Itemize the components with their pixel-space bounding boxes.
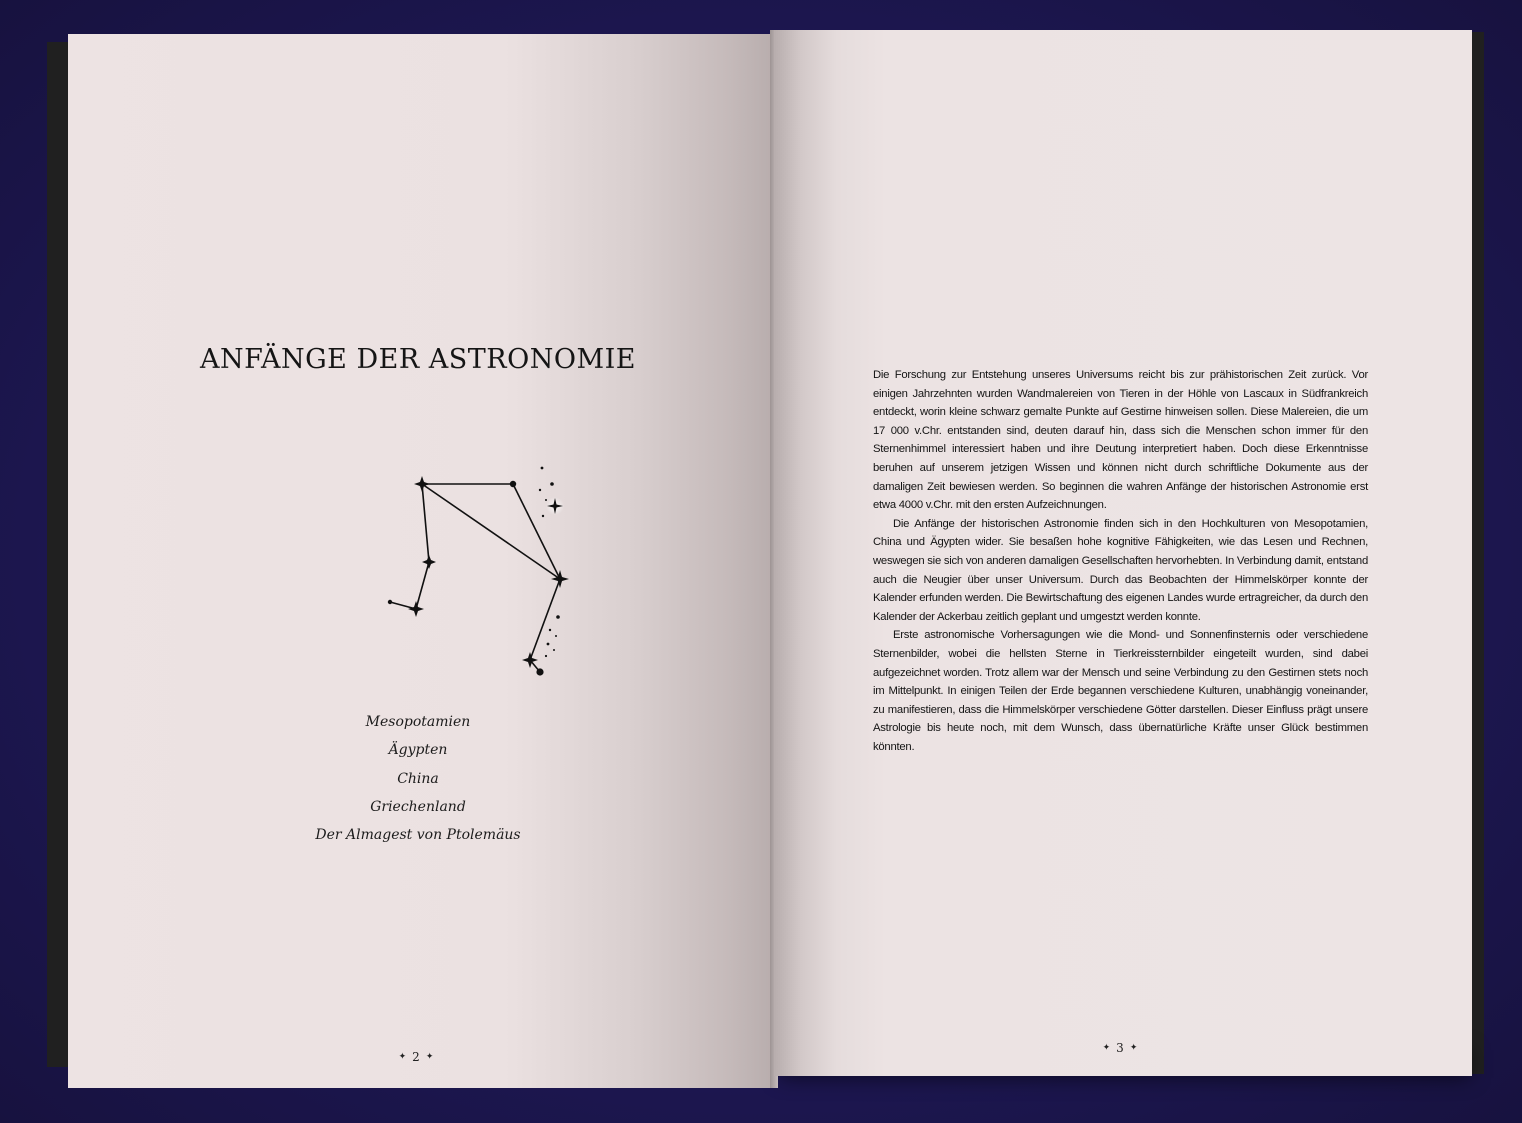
topic-item: Griechenland <box>370 798 466 815</box>
paragraph: Die Forschung zur Entstehung unseres Universums reicht bis zur prähistorischen Zeit zurück. Vor einigen Jahrzehnten wurden Wandmalereien von Tieren in der Höhle von Lascaux in Südfrankreich entdeckt, worin kleine schwarz gemalte Punkte auf Gestirne hinweisen sollen. Diese Malereien, die um 17 000 v.Chr. entstanden sind, deuten darauf hin, dass sich die Menschen schon immer für den Sternenhimmel interessiert haben und ihre Deutung interpretiert haben. Doch diese Erkenntnisse beruhen auf unserem jetzigen Wissen und können nicht durch schriftliche Dokumente aus der damaligen Zeit bewiesen werden. So beginnen die wahren Anfänge der historischen Astronomie erst etwa 4000 v.Chr. mit den ersten Aufzeichnungen. <box>873 369 1368 512</box>
ornament-icon: ✦ <box>1129 1043 1138 1053</box>
topic-list <box>68 708 768 849</box>
ornament-icon: ✦ <box>425 1052 434 1062</box>
page-number-value: 3 <box>1116 1041 1124 1055</box>
topic-item: China <box>397 770 439 787</box>
constellation-illustration <box>318 434 618 694</box>
page-number-right <box>1060 1041 1180 1055</box>
page-number-value: 2 <box>412 1050 420 1064</box>
ornament-icon: ✦ <box>398 1052 407 1062</box>
constellation-stars <box>388 467 569 676</box>
body-text <box>873 366 1368 756</box>
topic-item: Mesopotamien <box>365 714 471 730</box>
page-number-left <box>356 1050 476 1064</box>
paragraph: Erste astronomische Vorhersagungen wie die Mond- und Sonnenfinsternis oder verschiedene Sternenbilder, wobei die hellsten Sterne in Tierkreissternbilder eingeteilt wurden, sind dabei aufgezeichnet worden. Trotz allem war der Mensch und seine Verbindung zu den Gestirnen stets noch im Mittelpunkt. In einigen Teilen der Erde begannen verschiedene Kulturen, unabhängig voneinander, zu manifestieren, dass die Himmelskörper verschiedene Götter darstellen. Dieser Einfluss prägt unsere Astrologie bis heute noch, mit dem Wunsch, dass übernatürliche Kräfte unser Glück bestimmen könnten. <box>873 629 1368 753</box>
chapter-title: ANFÄNGE DER ASTRONOMIE <box>199 344 636 375</box>
ornament-icon: ✦ <box>1102 1043 1111 1053</box>
constellation-lines <box>390 484 560 672</box>
bright-star <box>546 497 564 515</box>
right-page <box>774 30 1472 1076</box>
paragraph: Die Anfänge der historischen Astronomie finden sich in den Hochkulturen von Mesopotamien, China und Ägypten wider. Sie besaßen hohe kognitive Fähigkeiten, wie das Lesen und Rechnen, weswegen sie sich von anderen damaligen Gesellschaften hervorhebten. In Verbindung damit, entstand auch die Neugier über unser Universum. Durch das Beobachten der Himmelskörper konnte der Kalender erfunden werden. Die Bewirtschaftung des eigenen Landes wurde ertragreicher, da durch den Kalender der Ackerbau zeitlich geplant und umgestzt werden konnte. <box>873 517 1368 623</box>
left-page <box>68 34 774 1088</box>
topic-item: Der Almagest von Ptolemäus <box>315 827 521 844</box>
topic-item: Ägypten <box>388 742 448 759</box>
